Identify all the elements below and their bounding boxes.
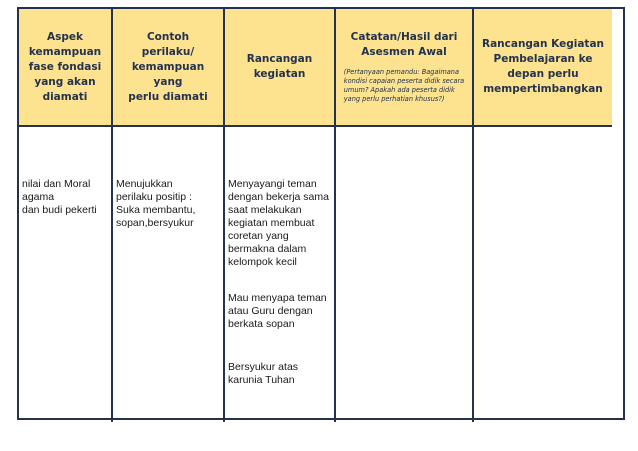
cell-catatan <box>336 127 474 422</box>
header-rancangan-title: Rancangan kegiatan <box>246 53 313 80</box>
cell-contoh <box>113 127 225 422</box>
kegiatan-text-2: Mau menyapa teman atau Guru dengan berkata sopan <box>228 292 327 330</box>
header-rancangan-pembelajaran <box>474 9 612 127</box>
header-aspek <box>19 9 113 127</box>
header-catatan-note: (Pertanyaan pemandu: Bagaimana kondisi capaian peserta didik secara umum? Apakah ada peserta didik yang perlu perhatian khusus?) <box>343 68 465 103</box>
header-pembelajaran-title: Rancangan Kegiatan Pembelajaran ke depan perlu mempertimbangkan <box>481 38 605 95</box>
contoh-text: Menujukkan perilaku positip : Suka membantu, sopan,bersyukur <box>116 178 196 229</box>
header-contoh-title: Contoh perilaku/ kemampuan yang perlu diamati <box>128 30 208 103</box>
header-aspek-title: Aspek kemampuan fase fondasi yang akan diamati <box>28 30 102 103</box>
cell-kegiatan <box>225 127 336 422</box>
cell-rancangan <box>474 127 612 422</box>
header-catatan-title: Catatan/Hasil dari Asesmen Awal <box>350 31 458 58</box>
header-contoh-perilaku <box>113 9 225 127</box>
aspek-text: nilai dan Moral agama dan budi pekerti <box>22 178 97 216</box>
kegiatan-text-3: Bersyukur atas karunia Tuhan <box>228 361 299 386</box>
kegiatan-text-1: Menyayangi teman dengan bekerja sama saat melakukan kegiatan membuat coretan yang bermakna dalam kelompok kecil <box>228 178 329 268</box>
header-catatan-asesmen <box>336 9 474 127</box>
assessment-table <box>17 7 625 420</box>
cell-aspek <box>19 127 113 422</box>
header-rancangan-kegiatan <box>225 9 336 127</box>
